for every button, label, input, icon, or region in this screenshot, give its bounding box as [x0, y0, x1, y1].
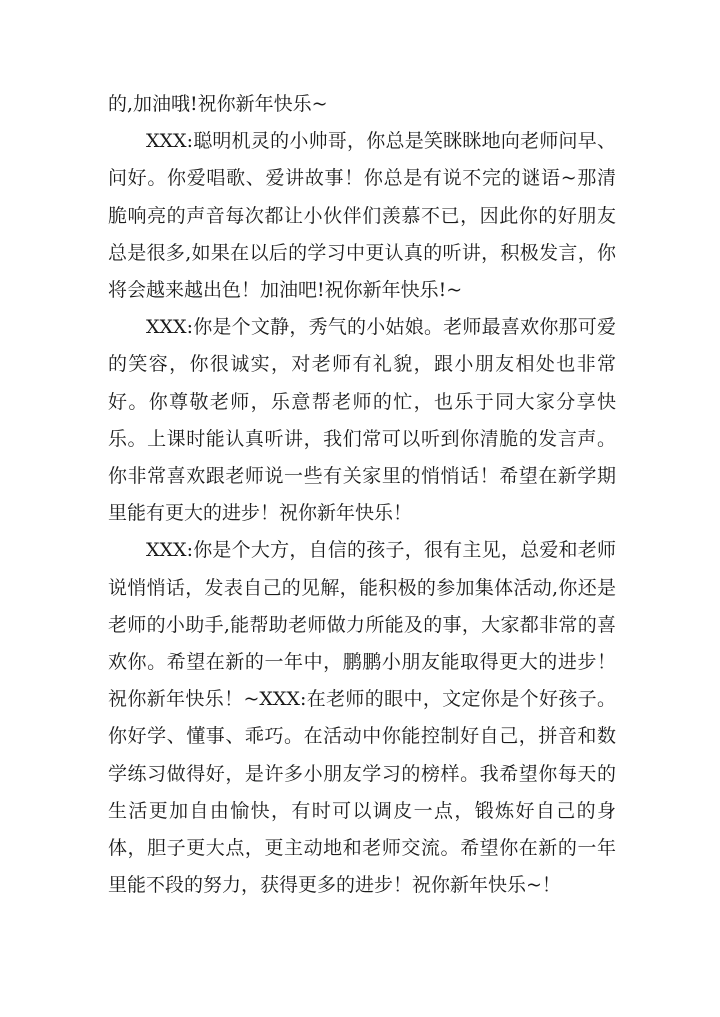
paragraph-continuation: 的,加油哦!祝你新年快乐~	[108, 93, 328, 115]
paragraph-comment-1: XXX:聪明机灵的小帅哥，你总是笑眯眯地向老师问早、问好。你爱唱歌、爱讲故事！你总是有说不完的谜语~那清脆响亮的声音每次都让小伙伴们羡慕不已，因此你的好朋友总是很多,如果在以后的学习中更认真的听讲，积极发言，你将会越来越出色！加油吧!祝你新年快乐!~	[108, 130, 616, 302]
paragraph-comment-3: XXX:你是个大方，自信的孩子，很有主见，总爱和老师说悄悄话，发表自己的见解，能积极的参加集体活动,你还是老师的小助手,能帮助老师做力所能及的事，大家都非常的喜欢你。希望在新的一年中，鹏鹏小朋友能取得更大的进步！祝你新年快乐！~XXX:在老师的眼中，文定你是个好孩子。你好学、懂事、乖巧。在活动中你能控制好自己，拼音和数学练习做得好，是许多小朋友学习的榜样。我希望你每天的生活更加自由愉快，有时可以调皮一点，锻炼好自己的身体，胆子更大点，更主动地和老师交流。希望你在新的一年里能不段的努力，获得更多的进步！祝你新年快乐~！	[108, 539, 616, 897]
paragraph-comment-2: XXX:你是个文静，秀气的小姑娘。老师最喜欢你那可爱的笑容，你很诚实，对老师有礼貌，跟小朋友相处也非常好。你尊敬老师，乐意帮老师的忙，也乐于同大家分享快乐。上课时能认真听讲，我们常可以听到你清脆的发言声。你非常喜欢跟老师说一些有关家里的悄悄话！希望在新学期里能有更大的进步！祝你新年快乐！	[108, 316, 616, 525]
document-body	[108, 86, 616, 904]
